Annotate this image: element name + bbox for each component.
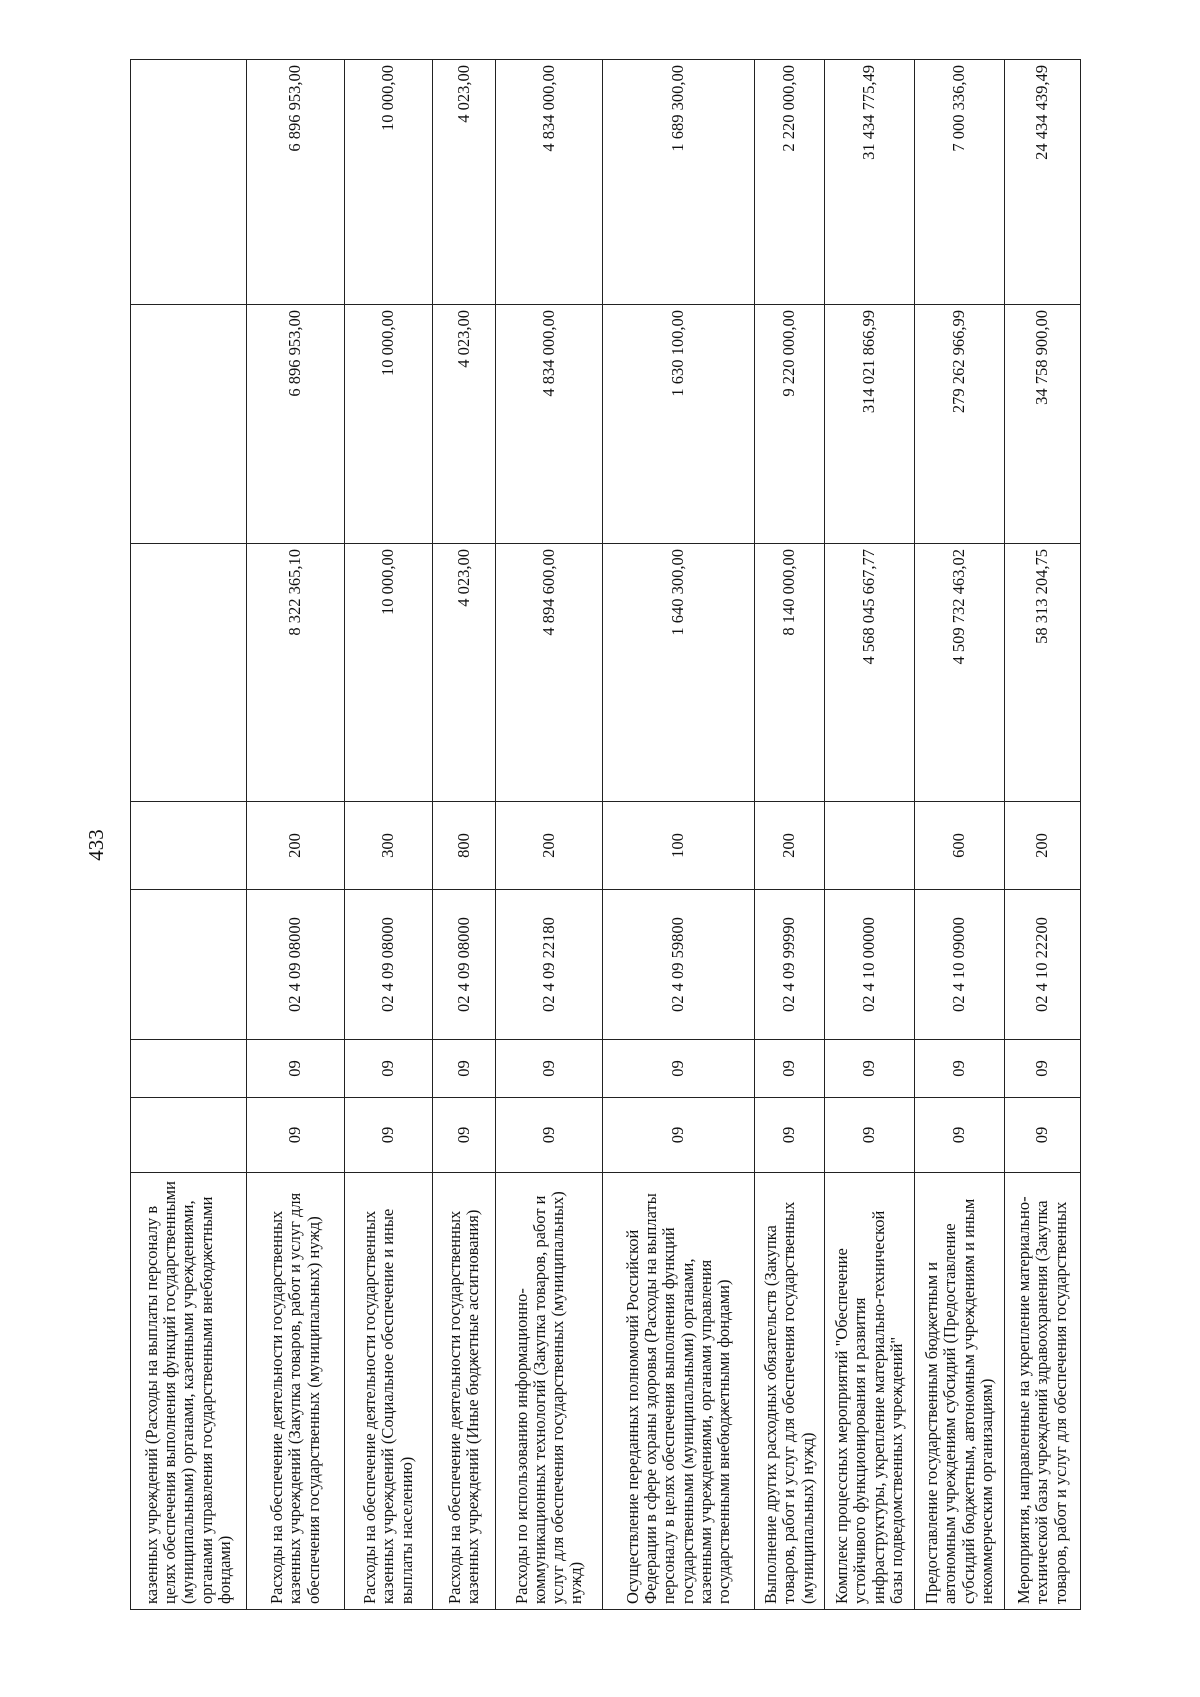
table-row	[496, 60, 603, 1610]
cell-description: Выполнение других расходных обязательств (Закупка товаров, работ и услуг для обеспечения государственных (муниципальных) нужд)	[755, 1173, 825, 1610]
cell-subsection: 09	[755, 1040, 825, 1098]
cell-subsection: 09	[433, 1040, 496, 1098]
cell-description: Расходы на обеспечение деятельности государственных казенных учреждений (Закупка товаров, работ и услуг для обеспечения государственных (муниципальных) нужд)	[247, 1173, 345, 1610]
table-row	[603, 60, 755, 1610]
cell-subsection: 09	[247, 1040, 345, 1098]
cell-section: 09	[755, 1098, 825, 1173]
cell-description: Расходы на обеспечение деятельности государственных казенных учреждений (Иные бюджетные ассигнования)	[433, 1173, 496, 1610]
cell-expense-type: 300	[345, 802, 433, 890]
cell-subsection: 09	[825, 1040, 915, 1098]
cell-description: казенных учреждений (Расходы на выплаты персоналу в целях обеспечения выполнения функций государственными (муниципальными) органами, казенными учреждениями, органами управления государственными внебюджетными фондами)	[131, 1173, 247, 1610]
cell-amount-2: 279 262 966,99	[915, 305, 1005, 544]
cell-amount-2: 9 220 000,00	[755, 305, 825, 544]
cell-subsection: 09	[345, 1040, 433, 1098]
cell-expense-type: 100	[603, 802, 755, 890]
cell-subsection: 09	[1005, 1040, 1081, 1098]
cell-section: 09	[496, 1098, 603, 1173]
cell-amount-2: 314 021 866,99	[825, 305, 915, 544]
cell-amount-1: 4 509 732 463,02	[915, 544, 1005, 802]
table-row	[433, 60, 496, 1610]
cell-amount-1: 8 140 000,00	[755, 544, 825, 802]
cell-subsection: 09	[496, 1040, 603, 1098]
table-body	[131, 60, 1081, 1610]
cell-target-article: 02 4 09 22180	[496, 890, 603, 1040]
cell-target-article: 02 4 09 99990	[755, 890, 825, 1040]
cell-target-article: 02 4 10 22200	[1005, 890, 1081, 1040]
cell-target-article: 02 4 10 09000	[915, 890, 1005, 1040]
cell-expense-type: 200	[1005, 802, 1081, 890]
cell-section	[131, 1098, 247, 1173]
cell-amount-3: 4 023,00	[433, 60, 496, 305]
cell-amount-3: 31 434 775,49	[825, 60, 915, 305]
cell-section: 09	[1005, 1098, 1081, 1173]
cell-target-article: 02 4 09 08000	[345, 890, 433, 1040]
cell-description: Расходы на обеспечение деятельности государственных казенных учреждений (Социальное обеспечение и иные выплаты населению)	[345, 1173, 433, 1610]
cell-subsection: 09	[915, 1040, 1005, 1098]
budget-table	[130, 59, 1081, 1610]
cell-section: 09	[247, 1098, 345, 1173]
cell-target-article: 02 4 10 00000	[825, 890, 915, 1040]
cell-section: 09	[345, 1098, 433, 1173]
cell-amount-1: 4 023,00	[433, 544, 496, 802]
cell-section: 09	[603, 1098, 755, 1173]
cell-amount-3: 2 220 000,00	[755, 60, 825, 305]
cell-expense-type	[131, 802, 247, 890]
cell-section: 09	[433, 1098, 496, 1173]
cell-section: 09	[825, 1098, 915, 1173]
cell-amount-2: 4 023,00	[433, 305, 496, 544]
cell-description: Расходы по использованию информационно-коммуникационных технологий (Закупка товаров, работ и услуг для обеспечения государственных (муниципальных) нужд)	[496, 1173, 603, 1610]
table-row	[915, 60, 1005, 1610]
cell-description: Комплекс процессных мероприятий "Обеспечение устойчивого функционирования и развития инфраструктуры, укрепление материально-технической базы подведомственных учреждений"	[825, 1173, 915, 1610]
cell-subsection: 09	[603, 1040, 755, 1098]
table-row	[247, 60, 345, 1610]
cell-expense-type: 200	[247, 802, 345, 890]
cell-description: Предоставление государственным бюджетным и автономным учреждениям субсидий (Предоставление субсидий бюджетным, автономным учреждениям и иным некоммерческим организациям)	[915, 1173, 1005, 1610]
cell-section: 09	[915, 1098, 1005, 1173]
cell-expense-type	[825, 802, 915, 890]
cell-amount-1: 58 313 204,75	[1005, 544, 1081, 802]
rotated-table-container	[130, 60, 1130, 1610]
cell-amount-3: 6 896 953,00	[247, 60, 345, 305]
table-row	[131, 60, 247, 1610]
cell-expense-type: 800	[433, 802, 496, 890]
cell-expense-type: 200	[496, 802, 603, 890]
cell-amount-1: 10 000,00	[345, 544, 433, 802]
cell-amount-3: 7 000 336,00	[915, 60, 1005, 305]
cell-amount-2: 4 834 000,00	[496, 305, 603, 544]
cell-amount-1: 1 640 300,00	[603, 544, 755, 802]
cell-amount-1	[131, 544, 247, 802]
cell-amount-3: 10 000,00	[345, 60, 433, 305]
table-row	[755, 60, 825, 1610]
cell-amount-2: 10 000,00	[345, 305, 433, 544]
cell-amount-2	[131, 305, 247, 544]
table-row	[345, 60, 433, 1610]
cell-expense-type: 200	[755, 802, 825, 890]
cell-subsection	[131, 1040, 247, 1098]
cell-amount-2: 1 630 100,00	[603, 305, 755, 544]
cell-amount-2: 34 758 900,00	[1005, 305, 1081, 544]
cell-expense-type: 600	[915, 802, 1005, 890]
table-row	[825, 60, 915, 1610]
cell-target-article	[131, 890, 247, 1040]
cell-amount-1: 4 568 045 667,77	[825, 544, 915, 802]
cell-amount-2: 6 896 953,00	[247, 305, 345, 544]
cell-description: Осуществление переданных полномочий Российской Федерации в сфере охраны здоровья (Расходы на выплаты персоналу в целях обеспечения выполнения функций государственными (муниципальными) органами, казенными учреждениями, органами управления государственными внебюджетными фондами)	[603, 1173, 755, 1610]
cell-amount-1: 8 322 365,10	[247, 544, 345, 802]
cell-description: Мероприятия, направленные на укрепление материально-технической базы учреждений здравоохранения (Закупка товаров, работ и услуг для обеспечения государственных	[1005, 1173, 1081, 1610]
cell-amount-1: 4 894 600,00	[496, 544, 603, 802]
cell-amount-3	[131, 60, 247, 305]
cell-amount-3: 24 434 439,49	[1005, 60, 1081, 305]
cell-amount-3: 1 689 300,00	[603, 60, 755, 305]
cell-target-article: 02 4 09 08000	[433, 890, 496, 1040]
table-row	[1005, 60, 1081, 1610]
page-number: 433	[84, 829, 108, 861]
cell-amount-3: 4 834 000,00	[496, 60, 603, 305]
cell-target-article: 02 4 09 59800	[603, 890, 755, 1040]
cell-target-article: 02 4 09 08000	[247, 890, 345, 1040]
